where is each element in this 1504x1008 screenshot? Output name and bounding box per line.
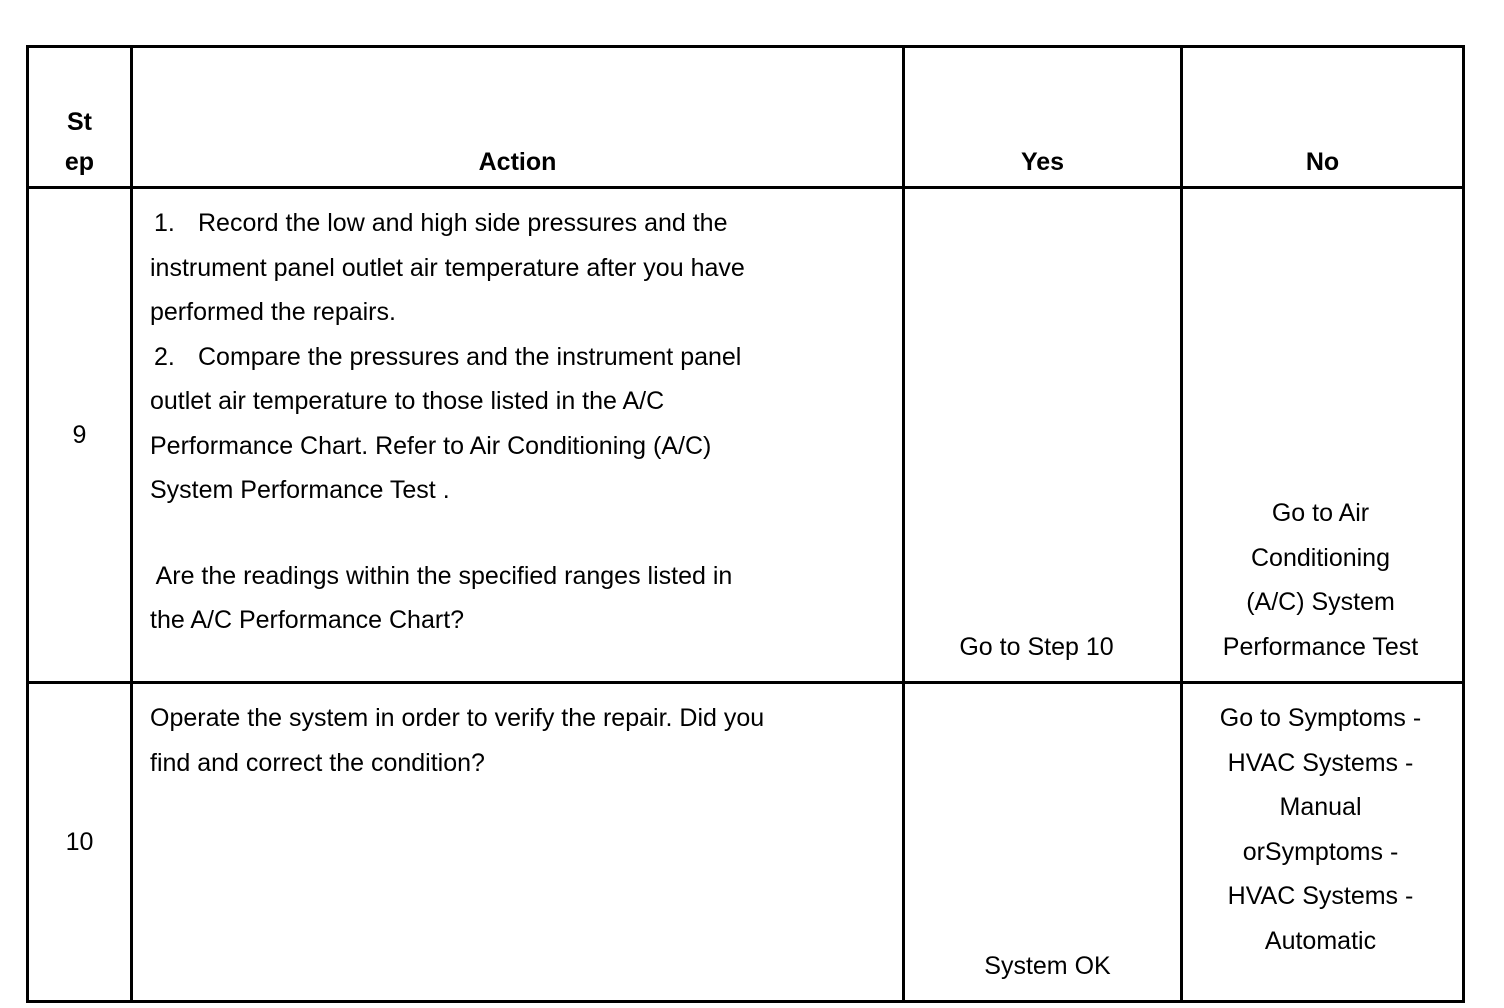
header-yes: Yes <box>904 47 1182 188</box>
item-number: 1. <box>154 209 175 237</box>
table-header-row <box>28 47 1464 188</box>
header-step: St ep <box>28 47 132 188</box>
step-number: 10 <box>28 683 132 1002</box>
action-item-2: 2. Compare the pressures and the instrument panel <box>150 335 862 380</box>
no-result: Go to Air Conditioning (A/C) System Performance Test <box>1182 188 1464 683</box>
action-cell: Operate the system in order to verify the repair. Did you find and correct the condition? <box>132 683 904 1002</box>
header-action: Action <box>132 47 904 188</box>
action-item-1: 1. Record the low and high side pressures and the <box>150 201 862 246</box>
yes-result: System OK <box>904 683 1182 1002</box>
step-number: 9 <box>28 188 132 683</box>
action-question: Are the readings within the specified ranges listed in <box>150 561 733 590</box>
table-row <box>28 188 1464 683</box>
action-cell: 1. Record the low and high side pressures and the instrument panel outlet air temperature after you have performed the repairs. 2. Compare the pressures and the instrument panel outlet air temperature to those listed in the A/C Performance Chart. Refer to Air Conditioning (A/C) System Performance Test . Are the readings within the specified ranges listed in the A/C Performance Chart? <box>132 188 904 683</box>
item-number: 2. <box>154 342 175 371</box>
no-result: Go to Symptoms - HVAC Systems - Manual orSymptoms - HVAC Systems - Automatic <box>1182 683 1464 1002</box>
diagnostic-step-table <box>26 45 1465 1003</box>
yes-result: Go to Step 10 <box>904 188 1182 683</box>
table-row <box>28 683 1464 1002</box>
header-no: No <box>1182 47 1464 188</box>
